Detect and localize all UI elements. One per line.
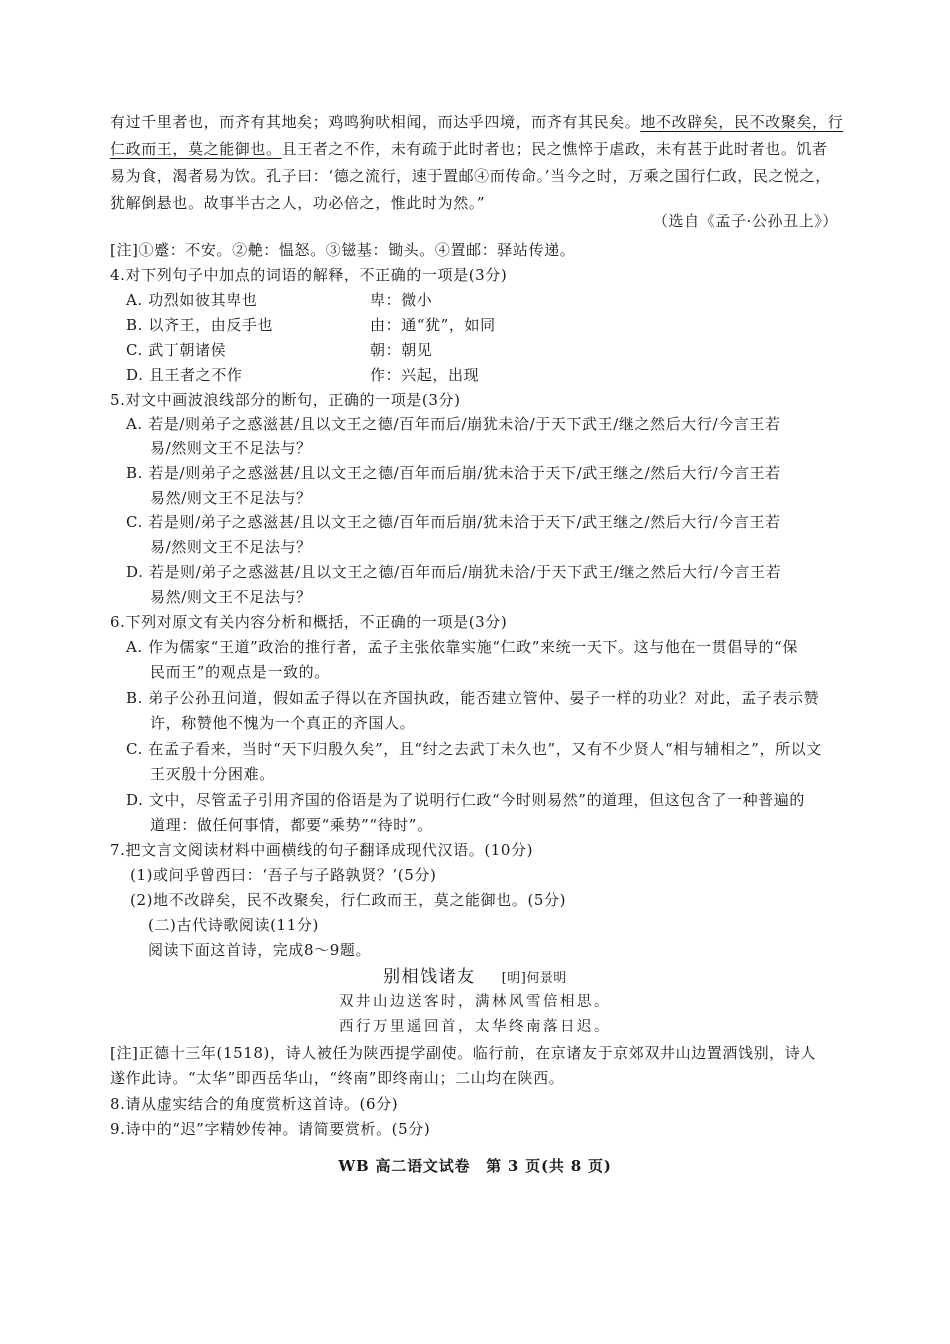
- q5-option-d-cont: 易然/则文王不足法与？: [150, 588, 312, 606]
- page-footer: WB 高二语文试卷 第 3 页(共 8 页): [338, 1157, 612, 1175]
- poem-line-2: 西行万里遥回首，太华终南落日迟。: [339, 1019, 611, 1035]
- option-sentence: D. 且王者之不作: [126, 366, 243, 384]
- option-sentence: C. 武丁朝诸侯: [126, 341, 227, 359]
- option-explanation: 作：兴起，出现: [370, 366, 480, 384]
- q5-option-a-cont: 易/然则文王不足法与？: [150, 439, 312, 457]
- q7-stem: 7.把文言文阅读材料中画横线的句子翻译成现代汉语。(10分): [110, 841, 534, 859]
- passage-text: 且王者之不作，未有疏于此时者也；民之憔悴于虐政，未有甚于此时者也。饥者: [281, 140, 828, 158]
- option-explanation: 朝：朝见: [370, 341, 433, 359]
- note-2-line-2: 遂作此诗。“太华”即西岳华山，“终南”即终南山；二山均在陕西。: [110, 1069, 565, 1087]
- q5-option-b: B. 若是/则弟子之惑滋甚/且以文王之德/百年而后崩/犹未洽于天下/武王继之/然后大行/今言王若: [126, 464, 781, 482]
- poem-line-1: 双井山边送客时，满林风雪倍相思。: [339, 994, 611, 1010]
- q8-stem: 8.请从虚实结合的角度赏析这首诗。(6分): [110, 1095, 399, 1113]
- poem-title: 别相饯诸友: [383, 967, 476, 987]
- q6-option-c: C. 在孟子看来，当时“天下归殷久矣”，且“纣之去武丁未久也”，又有不少贤人“相与辅相之”，所以文: [126, 740, 822, 758]
- q6-option-d: D. 文中，尽管孟子引用齐国的俗语是为了说明行仁政“今时则易然”的道理，但这包含了一种普遍的: [126, 791, 805, 809]
- q9-stem: 9.诗中的“迟”字精妙传神。请简要赏析。(5分): [110, 1120, 431, 1138]
- q5-option-c: C. 若是则/弟子之惑滋甚/且以文王之德/百年而后崩/犹未洽于天下/武王继之/然后大行/今言王若: [126, 513, 781, 531]
- q5-option-b-cont: 易然/则文王不足法与？: [150, 489, 312, 507]
- q4-stem: 4.对下列句子中加点的词语的解释，不正确的一项是(3分): [110, 266, 508, 284]
- q6-stem: 6.下列对原文有关内容分析和概括，不正确的一项是(3分): [110, 613, 508, 631]
- option-explanation: 由：通“犹”，如同: [370, 316, 496, 334]
- q6-option-a-cont: 民而王”的观点是一致的。: [150, 663, 330, 681]
- option-sentence: A. 功烈如彼其卑也: [126, 291, 258, 309]
- option-explanation: 卑：微小: [370, 291, 433, 309]
- passage-line-2: [110, 139, 828, 159]
- section-title: (二)古代诗歌阅读(11分): [148, 916, 319, 934]
- option-sentence: B. 以齐王，由反手也: [126, 316, 274, 334]
- passage-line-1: [110, 112, 843, 132]
- section-instruction: 阅读下面这首诗，完成8～9题。: [148, 941, 372, 959]
- q6-option-c-cont: 王灭殷十分困难。: [150, 765, 275, 783]
- underlined-sentence: 政而王，莫之能御也。: [125, 140, 282, 158]
- underlined-sentence: 地不改辟矣，民不改聚矣，行: [640, 113, 844, 131]
- q5-option-d: D. 若是则/弟子之惑滋甚/且以文王之德/百年而后/崩犹未洽/于天下武王/继之然后大行/今言王若: [126, 563, 782, 581]
- poem-heading: [300, 967, 650, 989]
- q7-item-2: (2)地不改辟矣，民不改聚矣，行仁政而王，莫之能御也。(5分): [130, 891, 567, 909]
- q5-option-a: A. 若是/则弟子之惑滋甚/且以文王之德/百年而后/崩犹未洽/于天下武王/继之然后大行/今言王若: [126, 415, 781, 433]
- passage-source: （选自《孟子·公孙丑上》）: [652, 212, 838, 230]
- q6-option-d-cont: 道理：做任何事情，都要“乘势”“待时”。: [150, 816, 433, 834]
- note-2-line-1: [注]正德十三年(1518)，诗人被任为陕西提学副使。临行前，在京诸友于京郊双井山边置酒饯别，诗人: [110, 1044, 816, 1062]
- passage-text: 有过千里者也，而齐有其地矣；鸡鸣狗吠相闻，而达乎四境，而齐有其民矣。: [110, 113, 641, 131]
- q6-option-b-cont: 许，称赞他不愧为一个真正的齐国人。: [150, 714, 416, 732]
- q5-option-c-cont: 易/然则文王不足法与？: [150, 538, 312, 556]
- q5-stem: 5.对文中画波浪线部分的断句，正确的一项是(3分): [110, 391, 461, 409]
- q7-item-1: (1)或问乎曾西曰：‘吾子与子路孰贤？’(5分): [130, 866, 437, 884]
- q6-option-a: A. 作为儒家“王道”政治的推行者，孟子主张依靠实施“仁政”来统一天下。这与他在一贯倡导的“保: [126, 638, 798, 656]
- q6-option-b: B. 弟子公孙丑问道，假如孟子得以在齐国执政，能否建立管仲、晏子一样的功业？对此，孟子表示赞: [126, 689, 820, 707]
- passage-line-4: 犹解倒悬也。故事半古之人，功必倍之，惟此时为然。”: [110, 194, 486, 212]
- poem-author: [明]何景明: [501, 971, 567, 986]
- passage-line-3: 易为食，渴者易为饮。孔子曰：‘德之流行，速于置邮④而传命。’当今之时，万乘之国行仁政，民之悦之，: [110, 167, 831, 185]
- underlined-sentence: 仁: [110, 140, 126, 158]
- note-1: [注]①蹙：不安。②艴：愠怒。③镃基：锄头。④置邮：驿站传递。: [110, 241, 576, 259]
